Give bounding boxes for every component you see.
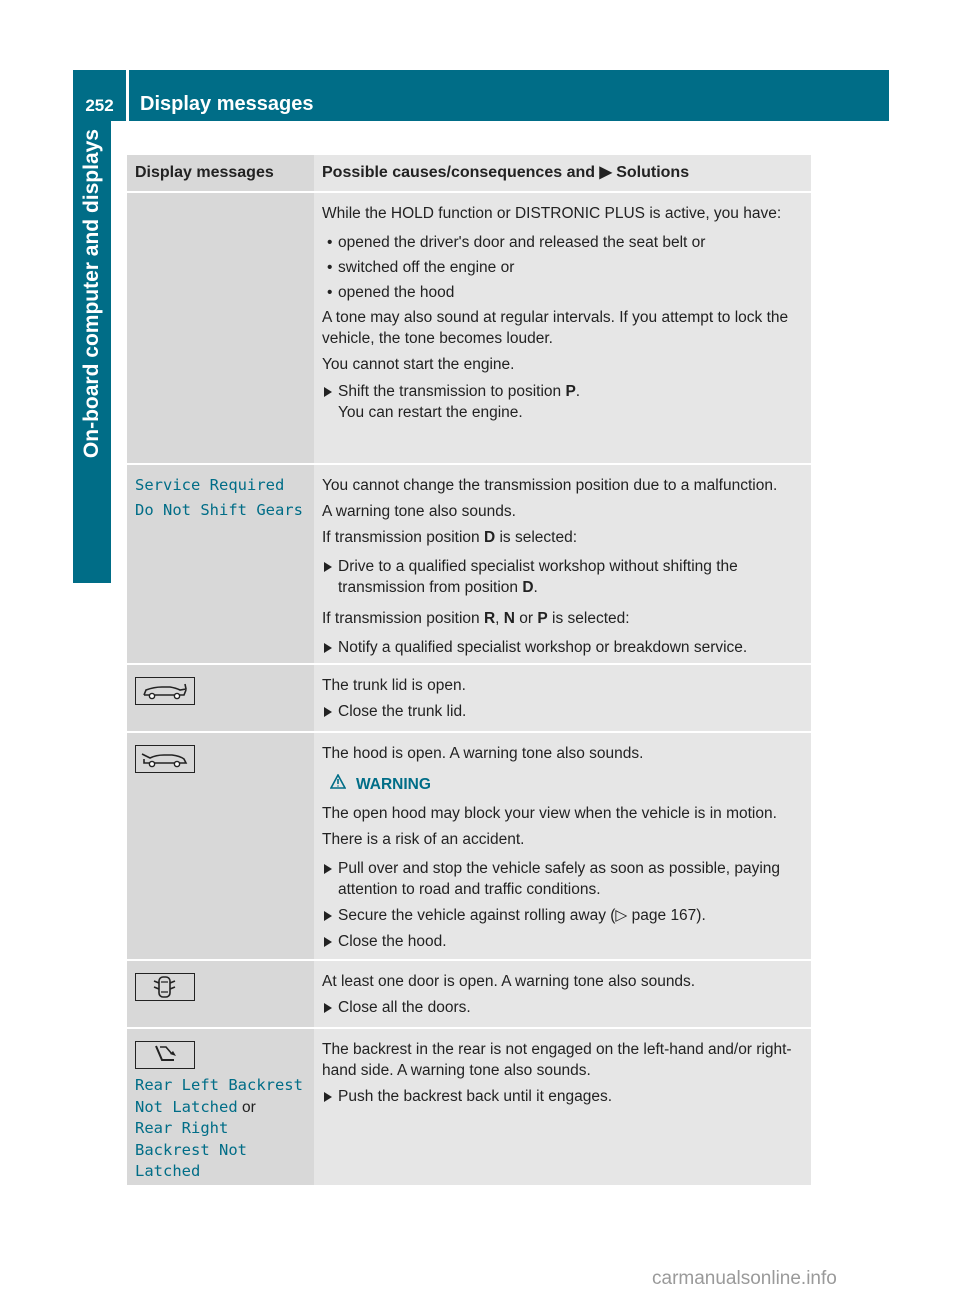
text-bold: D: [483, 529, 496, 546]
text-part: ,: [495, 610, 504, 627]
text-part: If transmission position: [322, 610, 484, 627]
solution-cell: [314, 1028, 811, 1186]
backrest-icon: [135, 1041, 195, 1069]
display-message-part: Not Latched: [135, 1097, 238, 1116]
display-message: Rear Left Backrest: [135, 1076, 303, 1094]
solution-step: Push the backrest back until it engages.: [322, 1086, 805, 1107]
text-part: is selected:: [547, 610, 630, 627]
warning-triangle-icon: [330, 774, 352, 795]
bullet-item: • switched off the engine or: [322, 257, 805, 278]
message-cell: [127, 464, 314, 664]
column-header-messages: [127, 155, 314, 192]
display-message: Service Required: [135, 476, 285, 494]
solution-step: Close the trunk lid.: [322, 701, 805, 722]
display-message: Rear Right: [135, 1119, 229, 1137]
row-text: The hood is open. A warning tone also sounds.: [322, 745, 644, 762]
row-text: The open hood may block your view when the vehicle is in motion.: [322, 805, 777, 822]
row-text: You cannot change the transmission position due to a malfunction.: [322, 477, 778, 494]
row-text: A warning tone also sounds.: [322, 503, 516, 520]
display-message: [135, 1097, 314, 1119]
display-message: Latched: [135, 1162, 201, 1180]
solution-step: [322, 381, 805, 402]
text-bold: P: [537, 610, 548, 627]
row-text: While the HOLD function or DISTRONIC PLUS is active, you have:: [322, 205, 782, 222]
solution-cell: [314, 664, 811, 732]
table-row: [127, 960, 811, 1028]
step-text: .: [575, 383, 581, 400]
solution-step: Secure the vehicle against rolling away (▷ page 167).: [322, 905, 805, 926]
message-cell: [127, 192, 314, 464]
bullet-item: • opened the driver's door and released the seat belt or: [322, 232, 805, 253]
step-text: Drive to a qualified specialist workshop without shifting the transmission from position: [338, 558, 738, 596]
step-text: Shift the transmission to position: [338, 383, 566, 400]
door-open-icon: [135, 973, 195, 1001]
message-cell: [127, 960, 314, 1028]
display-message: Backrest Not: [135, 1140, 247, 1159]
hood-open-icon: [135, 745, 195, 773]
text-part: If transmission position: [322, 529, 484, 546]
text-part: or: [515, 610, 538, 627]
message-cell: [127, 664, 314, 732]
step-bold: P: [565, 383, 576, 400]
text-bold: R: [483, 610, 496, 627]
step-text: .: [533, 579, 538, 596]
row-text: The backrest in the rear is not engaged on the left-hand and/or right-hand side. A warning tone also sounds.: [322, 1041, 792, 1079]
solution-step: Close the hood.: [322, 931, 805, 952]
side-tab-label: On-board computer and displays: [80, 129, 103, 459]
row-text: There is a risk of an accident.: [322, 831, 525, 848]
column-header-solutions-label: Possible causes/consequences and ▶ Solutions: [322, 164, 690, 181]
watermark: carmanualsonline.info: [652, 1268, 837, 1289]
display-message: Do Not Shift Gears: [135, 501, 303, 519]
row-text: [322, 608, 805, 629]
solution-cell: [314, 192, 811, 464]
warning-heading: [322, 774, 805, 795]
message-cell: [127, 1028, 314, 1186]
or-text: or: [237, 1098, 256, 1116]
solution-step: Close all the doors.: [322, 997, 805, 1018]
step-result: You can restart the engine.: [338, 404, 523, 421]
table-row: [127, 192, 811, 464]
solution-cell: [314, 464, 811, 664]
display-messages-table: [127, 155, 811, 1187]
solution-step: Notify a qualified specialist workshop or breakdown service.: [322, 637, 805, 658]
table-row: [127, 664, 811, 732]
row-text: You cannot start the engine.: [322, 356, 515, 373]
side-tab: [73, 121, 111, 583]
row-text: The trunk lid is open.: [322, 677, 466, 694]
bullet-item: • opened the hood: [322, 282, 805, 303]
table-row: [127, 464, 811, 664]
step-bold: D: [522, 579, 534, 596]
column-header-solutions: [314, 155, 811, 192]
table-row: [127, 1028, 811, 1186]
row-text: A tone may also sound at regular intervals. If you attempt to lock the vehicle, the tone becomes louder.: [322, 309, 789, 347]
trunk-open-icon: [135, 677, 195, 705]
row-text: [322, 527, 805, 548]
page-title: Display messages: [140, 93, 314, 115]
solution-step: Pull over and stop the vehicle safely as soon as possible, paying attention to road and traffic conditions.: [322, 858, 805, 900]
solution-cell: [314, 732, 811, 960]
solution-step: [322, 556, 805, 598]
header-separator: [126, 70, 129, 121]
page-number: 252: [85, 96, 114, 115]
warning-label: WARNING: [356, 776, 431, 793]
text-part: is selected:: [495, 529, 578, 546]
column-header-messages-label: Display messages: [135, 164, 274, 181]
table-row: [127, 732, 811, 960]
message-cell: [127, 732, 314, 960]
row-text: At least one door is open. A warning tone also sounds.: [322, 973, 696, 990]
text-bold: N: [503, 610, 515, 627]
solution-cell: [314, 960, 811, 1028]
